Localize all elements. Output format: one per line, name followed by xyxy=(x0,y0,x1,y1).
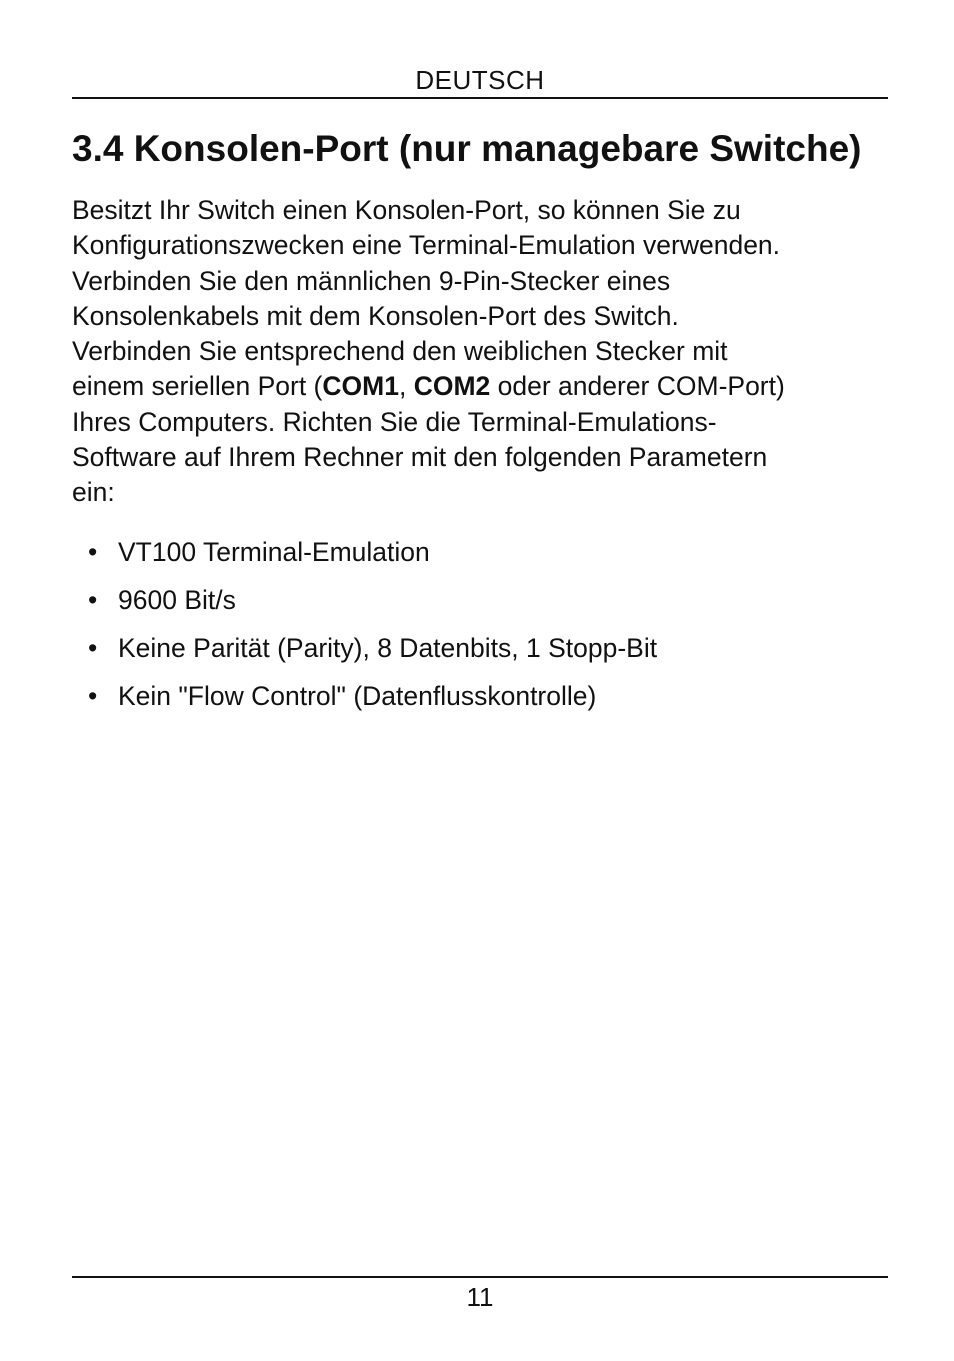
body-line: Konsolenkabels mit dem Konsolen-Port des Switch. xyxy=(72,300,679,331)
list-item-text: 9600 Bit/s xyxy=(118,585,236,615)
list-item-text: Kein "Flow Control" (Datenflusskontrolle) xyxy=(118,681,597,711)
body-line-com-ports xyxy=(72,369,892,404)
header-divider xyxy=(72,97,888,99)
body-line: Verbinden Sie den männlichen 9-Pin-Stecker eines xyxy=(72,265,671,296)
bullet-icon: • xyxy=(88,585,98,615)
list-item-text: VT100 Terminal-Emulation xyxy=(118,537,430,567)
body-line: ein: xyxy=(72,477,115,508)
list-item xyxy=(88,580,868,628)
body-text-fragment: einem seriellen Port ( xyxy=(72,371,323,402)
body-line: Ihres Computers. Richten Sie die Terminal-Emulations- xyxy=(72,406,717,437)
com2-label: COM2 xyxy=(413,371,491,402)
page-number: 11 xyxy=(466,1282,494,1312)
com1-label: COM1 xyxy=(322,371,399,402)
body-text-fragment: , xyxy=(398,371,414,402)
bullet-icon: • xyxy=(88,633,98,663)
list-item xyxy=(88,676,868,724)
bullet-icon: • xyxy=(88,681,98,711)
list-item xyxy=(88,628,868,676)
body-line: Konfigurationszwecken eine Terminal-Emulation verwenden. xyxy=(72,230,781,261)
footer-divider xyxy=(72,1276,888,1278)
bullet-icon: • xyxy=(88,537,98,567)
parameter-list xyxy=(88,532,868,724)
body-line: Verbinden Sie entsprechend den weiblichen Stecker mit xyxy=(72,336,728,367)
body-text-fragment: oder anderer COM-Port) xyxy=(490,371,785,402)
body-line: Software auf Ihrem Rechner mit den folgenden Parametern xyxy=(72,442,768,473)
body-paragraph xyxy=(72,193,892,511)
list-item-text: Keine Parität (Parity), 8 Datenbits, 1 Stopp-Bit xyxy=(118,633,658,663)
page-header-language: DEUTSCH xyxy=(415,65,545,95)
section-title: 3.4 Konsolen-Port (nur managebare Switche) xyxy=(72,128,862,169)
body-line: Besitzt Ihr Switch einen Konsolen-Port, so können Sie zu xyxy=(72,195,741,225)
list-item xyxy=(88,532,868,580)
